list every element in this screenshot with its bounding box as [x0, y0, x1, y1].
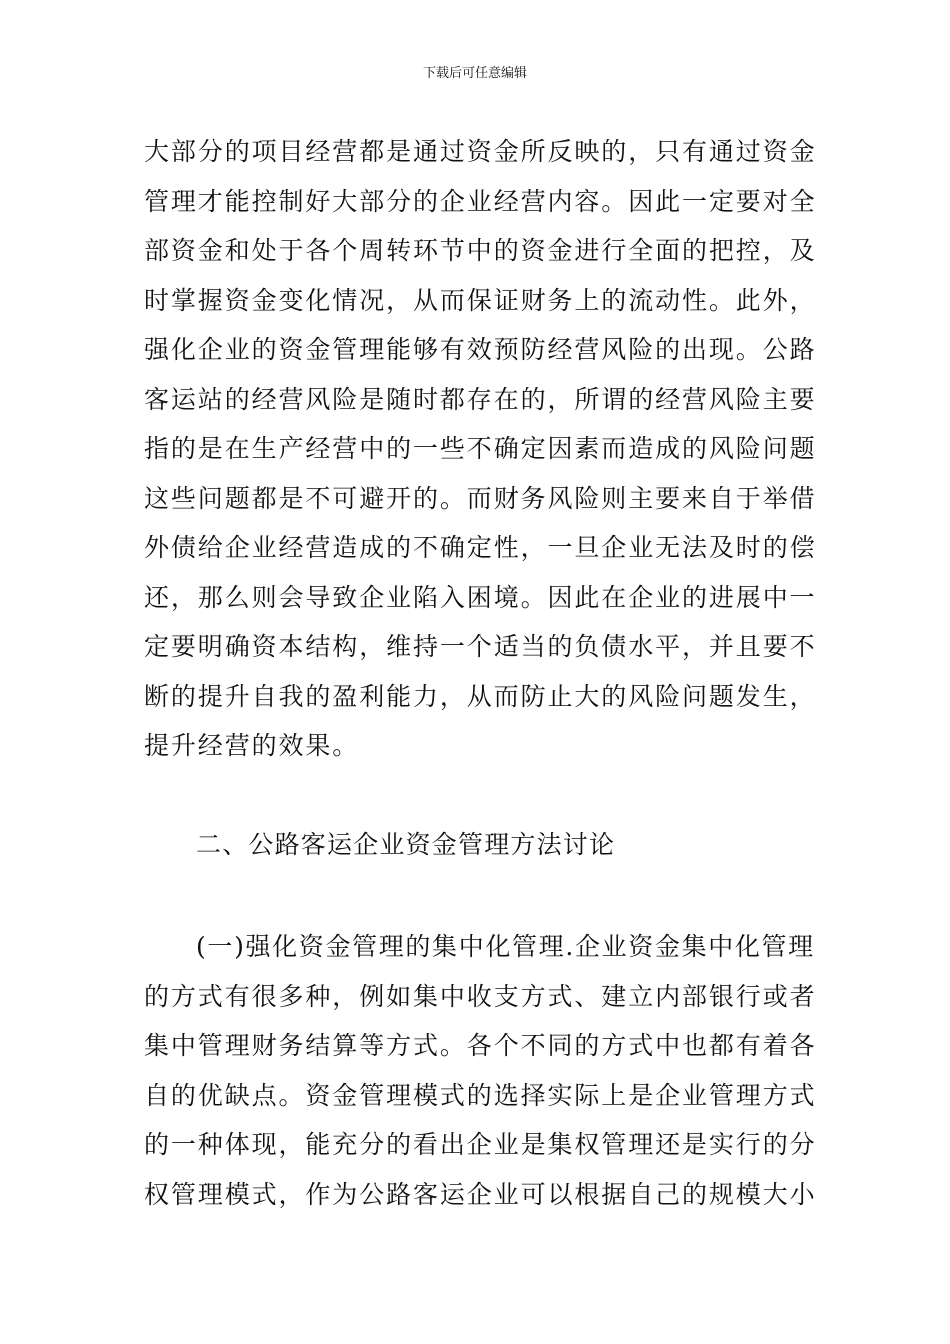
body-paragraph-1: [144, 127, 817, 771]
text-line: 定要明确资本结构，维持一个适当的负债水平，并且要不: [144, 632, 817, 661]
text-line: 自的优缺点。资金管理模式的选择实际上是企业管理方式: [144, 1080, 817, 1110]
text-line: 强化企业的资金管理能够有效预防经营风险的出现。公路: [144, 335, 817, 364]
text-line: 的方式有很多种，例如集中收支方式、建立内部银行或者: [144, 981, 817, 1011]
text-line: 权管理模式，作为公路客运企业可以根据自己的规模大小: [144, 1179, 817, 1209]
text-line: 外债给企业经营造成的不确定性，一旦企业无法及时的偿: [144, 533, 817, 562]
body-paragraph-2: [144, 922, 817, 1219]
page-header: 下载后可任意编辑: [422, 66, 527, 81]
text-line: 这些问题都是不可避开的。而财务风险则主要来自于举借: [144, 483, 817, 513]
text-line: 提升经营的效果。: [144, 731, 360, 760]
text-line: 客运站的经营风险是随时都存在的，所谓的经营风险主要: [144, 384, 817, 414]
text-line: 部资金和处于各个周转环节中的资金进行全面的把控，及: [144, 236, 817, 265]
text-line: 时掌握资金变化情况，从而保证财务上的流动性。此外，: [144, 285, 817, 315]
text-line: 大部分的项目经营都是通过资金所反映的，只有通过资金: [144, 137, 817, 166]
text-line: 管理才能控制好大部分的企业经营内容。因此一定要对全: [144, 186, 817, 216]
section-heading: 二、公路客运企业资金管理方法讨论: [196, 830, 616, 859]
text-line: 集中管理财务结算等方式。各个不同的方式中也都有着各: [144, 1031, 817, 1060]
text-line: (一)强化资金管理的集中化管理.企业资金集中化管理: [196, 932, 814, 961]
text-line: 指的是在生产经营中的一些不确定因素而造成的风险问题: [144, 434, 817, 463]
text-line: 断的提升自我的盈利能力，从而防止大的风险问题发生，: [144, 681, 817, 711]
text-line: 还，那么则会导致企业陷入困境。因此在企业的进展中一: [144, 582, 817, 612]
text-line: 的一种体现，能充分的看出企业是集权管理还是实行的分: [144, 1130, 817, 1159]
